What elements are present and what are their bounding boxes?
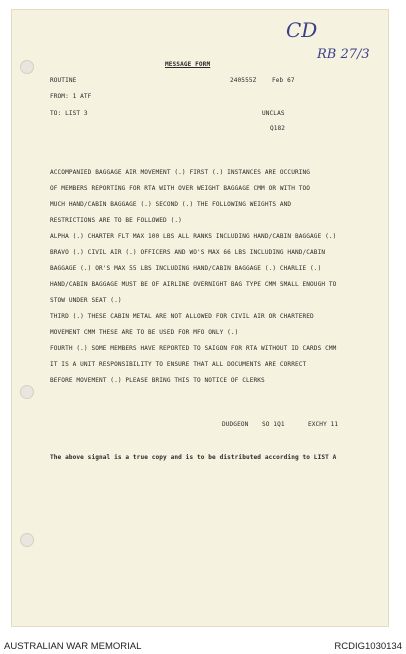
body-line: BRAVO (.) CIVIL AIR (.) OFFICERS AND WO'S MAX 66 LBS INCLUDING HAND/CABIN [50, 249, 326, 256]
body-line: HAND/CABIN BAGGAGE MUST BE OF AIRLINE OVERNIGHT BAG TYPE CMM SMALL ENOUGH TO [50, 281, 337, 288]
date: Feb 67 [272, 77, 295, 84]
to-line: TO: LIST 3 [50, 110, 88, 117]
precedence: ROUTINE [50, 77, 77, 84]
footer-bar [0, 636, 406, 654]
handwritten-reference: RB 27/3 [317, 47, 370, 62]
punch-hole [20, 385, 34, 399]
signature-extension: EXCHY 11 [308, 421, 339, 428]
distribution-note: The above signal is a true copy and is to be distributed according to LIST A [50, 454, 337, 461]
punch-hole [20, 60, 34, 74]
body-line: MUCH HAND/CABIN BAGGAGE (.) SECOND (.) THE FOLLOWING WEIGHTS AND [50, 201, 292, 208]
body-line: MOVEMENT CMM THESE ARE TO BE USED FOR MFO ONLY (.) [50, 329, 239, 336]
body-line: ACCOMPANIED BAGGAGE AIR MOVEMENT (.) FIRST (.) INSTANCES ARE OCCURING [50, 169, 311, 176]
body-line: THIRD (.) THESE CABIN METAL ARE NOT ALLOWED FOR CIVIL AIR OR CHARTERED [50, 313, 314, 320]
body-line: FOURTH (.) SOME MEMBERS HAVE REPORTED TO SAIGON FOR RTA WITHOUT ID CARDS CMM [50, 345, 337, 352]
body-line: BAGGAGE (.) OR'S MAX 55 LBS INCLUDING HAND/CABIN BAGGAGE (.) CHARLIE (.) [50, 265, 322, 272]
handwritten-cd: CD [286, 18, 318, 42]
body-line: BEFORE MOVEMENT (.) PLEASE BRING THIS TO NOTICE OF CLERKS [50, 377, 265, 384]
body-line: IT IS A UNIT RESPONSIBILITY TO ENSURE THAT ALL DOCUMENTS ARE CORRECT [50, 361, 307, 368]
body-line: ALPHA (.) CHARTER FLT MAX 100 LBS ALL RANKS INCLUDING HAND/CABIN BAGGAGE (.) [50, 233, 337, 240]
body-line: RESTRICTIONS ARE TO BE FOLLOWED (.) [50, 217, 182, 224]
punch-hole [20, 533, 34, 547]
date-time-group: 240555Z [230, 77, 257, 84]
record-id: RCDIG1030134 [334, 641, 402, 652]
classification: UNCLAS [262, 110, 285, 117]
serial-number: Q182 [270, 125, 286, 132]
form-title: MESSAGE FORM [165, 61, 211, 68]
signature-unit: SO 1Q1 [262, 421, 285, 428]
body-line: OF MEMBERS REPORTING FOR RTA WITH OVER WEIGHT BAGGAGE CMM OR WITH TOO [50, 185, 311, 192]
signature-name: DUDGEON [222, 421, 249, 428]
from-line: FROM: 1 ATF [50, 93, 92, 100]
archive-name: AUSTRALIAN WAR MEMORIAL [4, 641, 142, 652]
body-line: STOW UNDER SEAT (.) [50, 297, 122, 304]
